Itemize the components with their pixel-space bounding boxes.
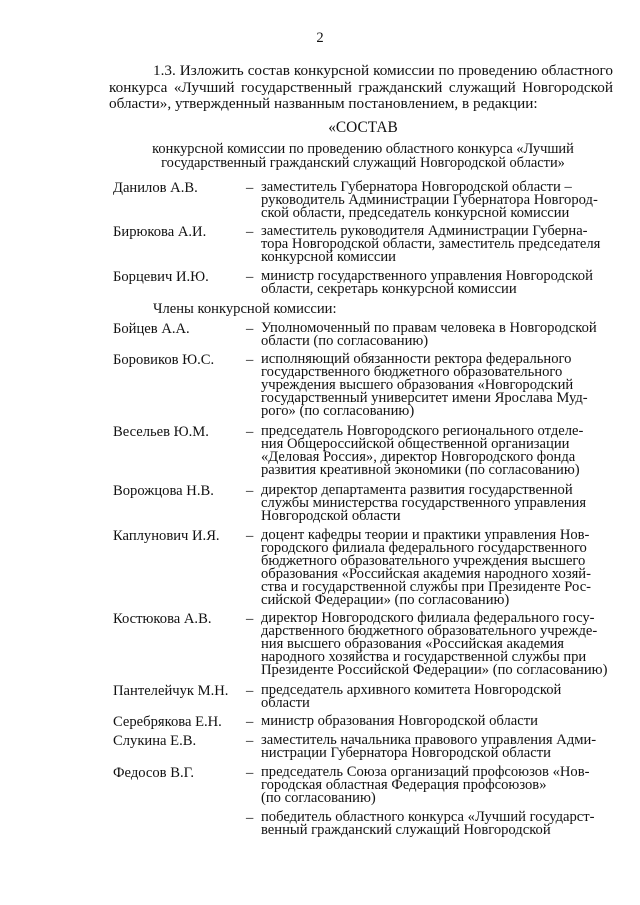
entry-line: учреждения высшего образования «Новгородский xyxy=(261,376,574,393)
entry-dash: – xyxy=(246,269,254,285)
entry-line: ской области, председатель конкурсной комиссии xyxy=(261,204,570,221)
entry-line: Президенте Российской Федерации» (по согласованию) xyxy=(261,661,608,678)
entry-description xyxy=(261,425,615,477)
entry-name: Слукина Е.В. xyxy=(113,733,197,749)
entry-line: венный гражданский служащий Новгородской xyxy=(261,821,551,838)
entry-name: Ворожцова Н.В. xyxy=(113,483,214,499)
entry-dash: – xyxy=(246,714,254,730)
entry-line: председатель архивного комитета Новгородской xyxy=(261,682,562,698)
entry-line: министр образования Новгородской области xyxy=(261,713,538,729)
entry-dash: – xyxy=(246,765,254,781)
document-title: «СОСТАВ xyxy=(328,119,398,136)
entry-description xyxy=(261,811,615,837)
entry-description xyxy=(261,612,615,677)
entry-name: Пантелейчук М.Н. xyxy=(113,683,229,699)
entry-name: Бирюкова А.И. xyxy=(113,224,207,240)
entry-description xyxy=(261,270,615,296)
subtitle-line-1: конкурсной комиссии по проведению областного конкурса «Лучший xyxy=(152,141,574,157)
entry-name: Серебрякова Е.Н. xyxy=(113,714,222,730)
entry-line: государственный университет имени Ярослава Муд- xyxy=(261,389,588,406)
entry-description xyxy=(261,734,615,760)
document-subtitle xyxy=(109,142,617,170)
entry-name: Данилов А.В. xyxy=(113,180,198,196)
entry-description xyxy=(261,225,615,264)
entry-dash: – xyxy=(246,683,254,699)
entry-line: области, секретарь конкурсной комиссии xyxy=(261,280,517,297)
entry-line: области (по согласованию) xyxy=(261,332,429,349)
entry-line: дарственного бюджетного образовательного учрежде- xyxy=(261,622,598,639)
entry-line: службы министерства государственного управления xyxy=(261,494,587,511)
entry-dash: – xyxy=(246,733,254,749)
entry-line: ства и государственной службы при Президенте Рос- xyxy=(261,578,592,595)
entry-line: министр государственного управления Новгородской xyxy=(261,268,593,284)
entry-dash: – xyxy=(246,224,254,240)
entry-line: директор департамента развития государственной xyxy=(261,482,573,498)
entry-line: городского филиала федерального государственного xyxy=(261,539,587,556)
entry-description xyxy=(261,322,615,348)
entry-dash: – xyxy=(246,483,254,499)
entry-line: городская областная Федерация профсоюзов» xyxy=(261,776,547,793)
entry-dash: – xyxy=(246,611,254,627)
intro-text: 1.3. Изложить состав конкурсной комиссии по проведению областного конкурса «Лучший государственный гражданский служащий Новгородской области», утвержденный названным постановлением, в редакции: xyxy=(109,62,613,112)
entry-description xyxy=(261,529,615,606)
entry-line: рого» (по согласованию) xyxy=(261,402,415,419)
entry-line: сийской Федерации» (по согласованию) xyxy=(261,591,510,608)
entry-line: области xyxy=(261,694,310,711)
entry-dash: – xyxy=(246,180,254,196)
entry-line: развития креативной экономики (по согласованию) xyxy=(261,461,580,478)
entry-line: председатель Союза организаций профсоюзов «Нов- xyxy=(261,764,590,780)
entry-dash: – xyxy=(246,352,254,368)
entry-name: Каплунович И.Я. xyxy=(113,528,220,544)
entry-dash: – xyxy=(246,321,254,337)
entry-line: заместитель руководителя Администрации Губерна- xyxy=(261,223,588,239)
entry-dash: – xyxy=(246,810,254,826)
entry-line: директор Новгородского филиала федерального госу- xyxy=(261,610,595,626)
entry-dash: – xyxy=(246,424,254,440)
entry-line: образования «Российская академия народного хозяй- xyxy=(261,565,591,582)
entry-name: Боровиков Ю.С. xyxy=(113,352,215,368)
entry-name: Федосов В.Г. xyxy=(113,765,195,781)
entry-line: (по согласованию) xyxy=(261,789,376,806)
members-heading: Члены конкурсной комиссии: xyxy=(153,301,337,317)
entry-line: «Деловая Россия», директор Новгородского фонда xyxy=(261,448,576,465)
entry-line: Новгородской области xyxy=(261,507,401,524)
entry-line: председатель Новгородского регионального отделе- xyxy=(261,423,584,439)
entry-description xyxy=(261,353,615,418)
subtitle-line-2: государственный гражданский служащий Новгородской области» xyxy=(161,155,565,171)
entry-line: доцент кафедры теории и практики управления Нов- xyxy=(261,527,590,543)
entry-line: ния высшего образования «Российская академия xyxy=(261,635,565,652)
entry-line: бюджетного образовательного учреждения высшего xyxy=(261,552,586,569)
entry-line: заместитель начальника правового управления Адми- xyxy=(261,732,597,748)
entry-line: Уполномоченный по правам человека в Новгородской xyxy=(261,320,597,336)
entry-dash: – xyxy=(246,528,254,544)
entry-name: Бойцев А.А. xyxy=(113,321,190,337)
entry-line: заместитель Губернатора Новгородской области – xyxy=(261,179,572,195)
entry-line: ния Общероссийской общественной организации xyxy=(261,435,570,452)
entry-line: руководитель Администрации Губернатора Новгород- xyxy=(261,191,598,208)
entry-line: народного хозяйства и государственной службы при xyxy=(261,648,587,665)
entry-line: исполняющий обязанности ректора федерального xyxy=(261,351,572,367)
page-number: 2 xyxy=(316,30,324,46)
entry-description xyxy=(261,766,615,805)
entry-line: тора Новгородской области, заместитель председателя xyxy=(261,235,601,252)
entry-description xyxy=(261,484,615,523)
entry-name: Борцевич И.Ю. xyxy=(113,269,209,285)
entry-name: Весельев Ю.М. xyxy=(113,424,209,440)
entry-line: нистрации Губернатора Новгородской области xyxy=(261,744,551,761)
entry-description xyxy=(261,181,615,220)
entry-line: государственного бюджетного образовательного xyxy=(261,363,563,380)
entry-description xyxy=(261,715,615,728)
entry-name: Костюкова А.В. xyxy=(113,611,212,627)
entry-description xyxy=(261,684,615,710)
intro-paragraph xyxy=(109,63,613,113)
entry-line: конкурсной комиссии xyxy=(261,248,396,265)
entry-line: победитель областного конкурса «Лучший государст- xyxy=(261,809,595,825)
